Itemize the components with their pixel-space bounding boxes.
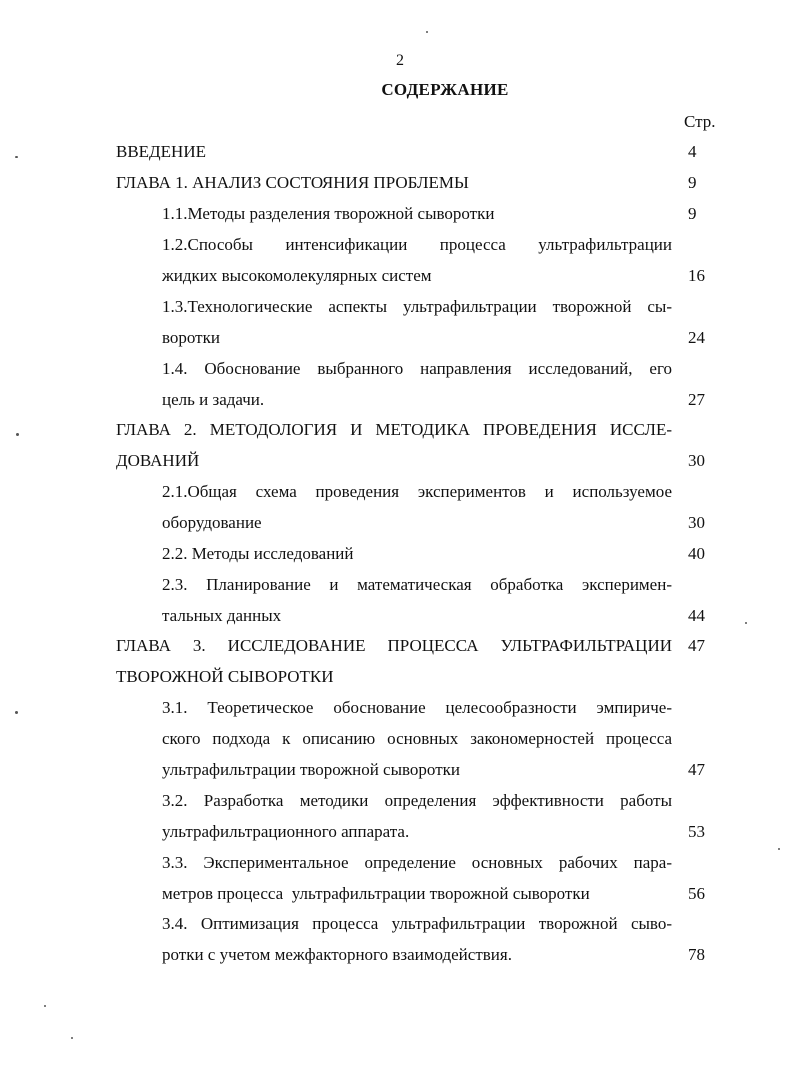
- page-title: СОДЕРЖАНИЕ: [381, 80, 509, 99]
- toc-entry-line: 3.3. Экспериментальное определение основных рабочих пара-: [162, 853, 672, 872]
- toc-entry-line: 2.3. Планирование и математическая обработка эксперимен-: [162, 575, 672, 594]
- toc-entry-line: 1.2.Способы интенсификации процесса ультрафильтрации: [162, 235, 672, 254]
- scan-speck: [15, 156, 18, 158]
- toc-entry-line: ультрафильтрации творожной сыворотки: [162, 760, 460, 779]
- scan-speck: [426, 31, 428, 33]
- toc-entry-line: 1.3.Технологические аспекты ультрафильтрации творожной сы-: [162, 297, 672, 316]
- scan-speck: [44, 1005, 46, 1007]
- toc-entry-line: ского подхода к описанию основных закономерностей процесса: [162, 729, 672, 748]
- toc-entry-line: оборудование: [162, 513, 262, 532]
- toc-entry-page: 16: [688, 266, 705, 285]
- toc-entry-line: ДОВАНИЙ: [116, 451, 200, 470]
- toc-entry-line: 3.2. Разработка методики определения эффективности работы: [162, 791, 672, 810]
- toc-entry-line: воротки: [162, 328, 220, 347]
- toc-entry-page: 44: [688, 606, 705, 625]
- toc-entry-page: 47: [688, 636, 705, 655]
- toc-entry-page: 53: [688, 822, 705, 841]
- toc-entry-page: 30: [688, 451, 705, 470]
- toc-entry-line: 2.1.Общая схема проведения экспериментов и используемое: [162, 482, 672, 501]
- scan-speck: [16, 433, 19, 436]
- toc-entry-line: 2.2. Методы исследований: [162, 544, 354, 563]
- toc-entry-line: ТВОРОЖНОЙ СЫВОРОТКИ: [116, 667, 334, 686]
- toc-entry-page: 30: [688, 513, 705, 532]
- toc-entry-line: 3.1. Теоретическое обоснование целесообразности эмпириче-: [162, 698, 672, 717]
- page-column-header: Стр.: [684, 112, 716, 131]
- toc-entry-line: тальных данных: [162, 606, 282, 625]
- toc-entry-line: 1.4. Обоснование выбранного направления исследований, его: [162, 359, 672, 378]
- toc-entry-page: 56: [688, 884, 705, 903]
- toc-entry-page: 47: [688, 760, 705, 779]
- toc-entry-page: 24: [688, 328, 705, 347]
- scan-speck: [15, 711, 18, 714]
- scan-speck: [778, 848, 780, 850]
- scan-speck: [71, 1037, 73, 1039]
- toc-entry-page: 78: [688, 945, 705, 964]
- toc-entry-line: 3.4. Оптимизация процесса ультрафильтрации творожной сыво-: [162, 914, 672, 933]
- page-number: 2: [396, 52, 404, 69]
- toc-entry-line: ГЛАВА 3. ИССЛЕДОВАНИЕ ПРОЦЕССА УЛЬТРАФИЛЬТРАЦИИ: [116, 636, 672, 655]
- scan-speck: [745, 622, 747, 624]
- toc-entry-line: ротки с учетом межфакторного взаимодействия.: [162, 945, 512, 964]
- toc-entry-page: 40: [688, 544, 705, 563]
- toc-entry-line: ГЛАВА 2. МЕТОДОЛОГИЯ И МЕТОДИКА ПРОВЕДЕНИЯ ИССЛЕ-: [116, 420, 672, 439]
- toc-entry-line: ГЛАВА 1. АНАЛИЗ СОСТОЯНИЯ ПРОБЛЕМЫ: [116, 173, 469, 192]
- toc-entry-line: цель и задачи.: [162, 390, 265, 409]
- toc-entry-line: 1.1.Методы разделения творожной сыворотки: [162, 204, 495, 223]
- toc-entry-line: метров процесса ультрафильтрации творожной сыворотки: [162, 884, 590, 903]
- toc-entry-page: 27: [688, 390, 705, 409]
- toc-entry-line: ВВЕДЕНИЕ: [116, 142, 206, 161]
- toc-entry-line: жидких высокомолекулярных систем: [162, 266, 432, 285]
- toc-entry-page: 9: [688, 173, 697, 192]
- toc-entry-page: 9: [688, 204, 697, 223]
- toc-entry-page: 4: [688, 142, 697, 161]
- toc-entry-line: ультрафильтрационного аппарата.: [162, 822, 410, 841]
